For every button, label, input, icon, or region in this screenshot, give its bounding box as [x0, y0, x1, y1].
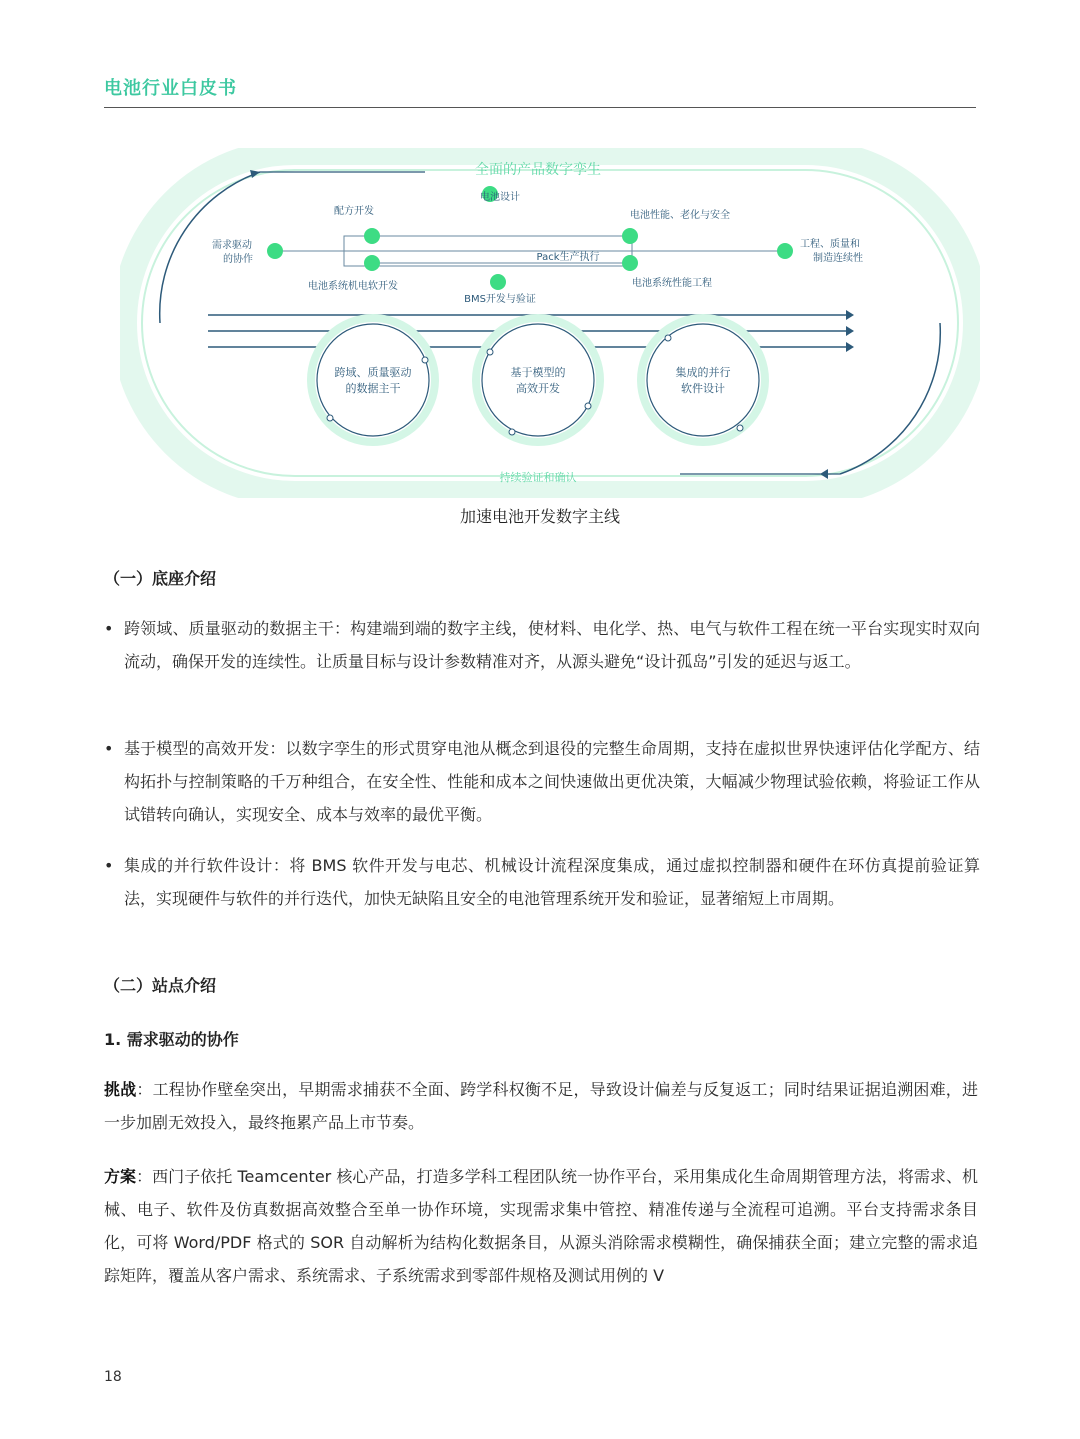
bullet-symbol: •	[104, 619, 114, 638]
bullet-item	[104, 732, 980, 831]
challenge-paragraph	[104, 1073, 978, 1139]
section-title-stations: （二）站点介绍	[104, 976, 217, 995]
bullet-item	[104, 612, 980, 678]
node-perf-aging	[622, 228, 638, 244]
circle-3-line1: 集成的并行	[675, 366, 731, 379]
circle-1-line1: 跨域、质量驱动	[334, 366, 412, 379]
figure-caption: 加速电池开发数字主线	[459, 507, 620, 526]
node-label-bms: BMS开发与验证	[464, 294, 536, 305]
bullet-text: 基于模型的高效开发：以数字孪生的形式贯穿电池从概念到退役的完整生命周期，支持在虚拟世界快速评估化学配方、结构拓扑与控制策略的千万种组合，在安全性、性能和成本之间快速做出更优决策，大幅减少物理试验依赖，将验证工作从试错转向确认，实现安全、成本与效率的最优平衡。	[124, 739, 980, 824]
bottom-label: 持续验证和确认	[499, 471, 577, 484]
node-label-end-1: 工程、质量和	[800, 239, 860, 250]
node-label-formula: 配方开发	[334, 206, 374, 217]
bullet-symbol: •	[104, 739, 114, 758]
top-label: 全面的产品数字孪生	[475, 162, 601, 178]
node-label-start-1: 需求驱动	[212, 240, 252, 251]
section-title-base: （一）底座介绍	[104, 569, 217, 588]
circle-data-backbone	[311, 318, 435, 442]
circle-2-line1: 基于模型的	[510, 366, 566, 379]
node-label-start-2: 的协作	[223, 254, 253, 265]
header-title: 电池行业白皮书	[104, 78, 237, 99]
bullet-symbol: •	[104, 856, 114, 875]
node-label-cell-design: 电池设计	[480, 192, 520, 203]
circle-2-line2: 高效开发	[516, 382, 560, 395]
circle-3-line2: 软件设计	[681, 382, 725, 395]
challenge-label: 挑战	[104, 1080, 137, 1099]
node-formula	[364, 228, 380, 244]
node-end	[777, 243, 793, 259]
challenge-text: ：工程协作壁垒突出，早期需求捕获不全面、跨学科权衡不足，导致设计偏差与反复返工；同时结果证据追溯困难，进一步加剧无效投入，最终拖累产品上市节奏。	[104, 1080, 978, 1132]
node-label-mech-soft: 电池系统机电软开发	[308, 281, 398, 292]
node-label-end-2: 制造连续性	[813, 253, 863, 264]
node-label-perf-aging: 电池性能、老化与安全	[630, 210, 730, 221]
bullet-text: 跨领域、质量驱动的数据主干：构建端到端的数字主线，使材料、电化学、热、电气与软件工程在统一平台实现实时双向流动，确保开发的连续性。让质量目标与设计参数精准对齐，从源头避免“设计孤岛”引发的延迟与返工。	[124, 619, 980, 671]
circle-parallel-software	[641, 318, 765, 442]
circle-1-line2: 的数据主干	[345, 382, 401, 395]
digital-thread-diagram	[120, 148, 980, 498]
node-mech-soft	[364, 255, 380, 271]
page-number: 18	[104, 1369, 122, 1385]
bullet-item	[104, 849, 980, 915]
solution-label: 方案	[104, 1167, 137, 1186]
circle-model-based	[476, 318, 600, 442]
solution-text: ：西门子依托 Teamcenter 核心产品，打造多学科工程团队统一协作平台，采用集成化生命周期管理方法，将需求、机械、电子、软件及仿真数据高效整合至单一协作环境，实现需求集中管控、精准传递与全流程可追溯。平台支持需求条目化，可将 Word/PDF 格式的 SOR 自动解析为结构化数据条目，从源头消除需求模糊性，确保捕获全面；建立完整的需求追踪矩阵，覆盖从客户需求、系统需求、子系统需求到零部件规格及测试用例的 V	[104, 1167, 978, 1285]
node-pack	[622, 255, 638, 271]
header-divider	[104, 107, 976, 108]
node-label-pack: Pack生产执行	[536, 252, 600, 263]
node-start	[267, 243, 283, 259]
subsection-title: 1. 需求驱动的协作	[104, 1030, 239, 1049]
node-label-sys-perf: 电池系统性能工程	[632, 278, 712, 289]
node-bms	[490, 274, 506, 290]
bullet-text: 集成的并行软件设计：将 BMS 软件开发与电芯、机械设计流程深度集成，通过虚拟控制器和硬件在环仿真提前验证算法，实现硬件与软件的并行迭代，加快无缺陷且安全的电池管理系统开发和验证，显著缩短上市周期。	[124, 856, 980, 908]
solution-paragraph	[104, 1160, 978, 1292]
